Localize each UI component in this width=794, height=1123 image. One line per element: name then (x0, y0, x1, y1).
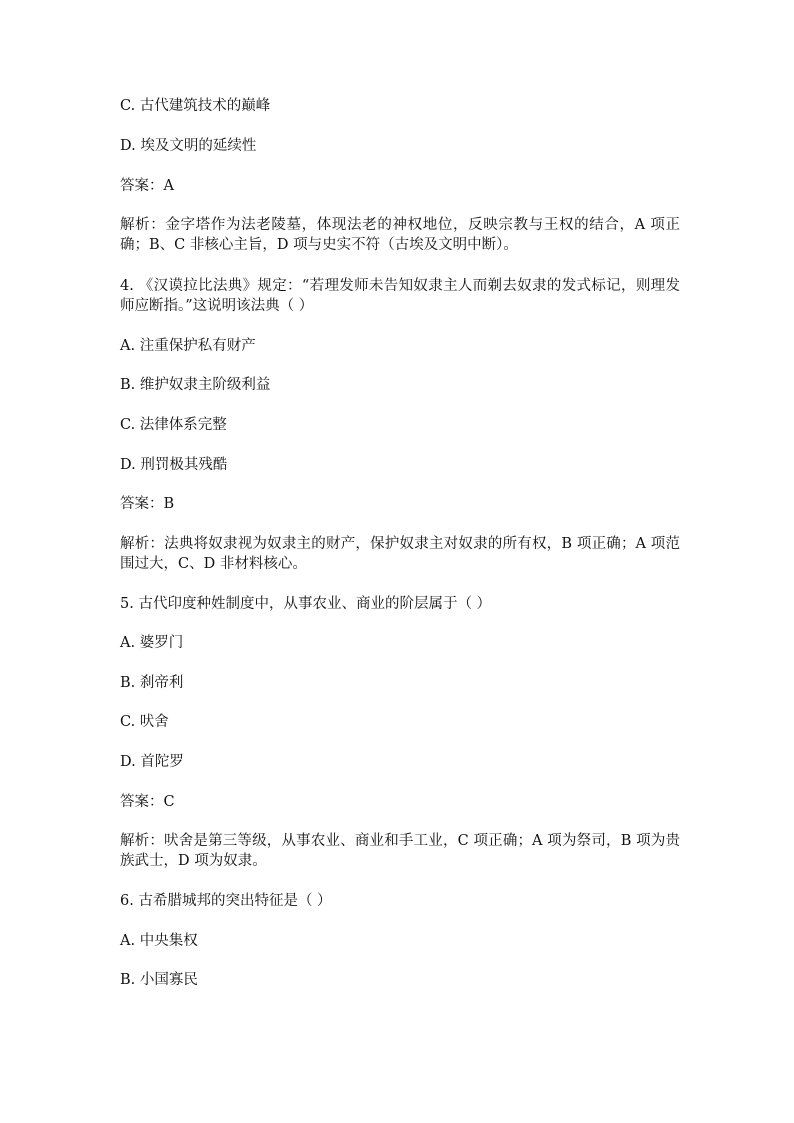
option-b: B. 维护奴隶主阶级利益 (120, 377, 271, 393)
analysis: 解析：金字塔作为法老陵墓，体现法老的神权地位，反映宗教与王权的结合，A 项正确；B、C 非核心主旨，D 项与史实不符（古埃及文明中断）。 (120, 217, 680, 253)
question: 5. 古代印度种姓制度中，从事农业、商业的阶层属于（ ） (120, 596, 492, 612)
option-a: A. 婆罗门 (120, 635, 184, 651)
answer: 答案：C (120, 794, 175, 810)
answer: 答案：B (120, 496, 175, 512)
option-c: C. 吠舍 (120, 714, 169, 730)
analysis: 解析：吠舍是第三等级，从事农业、商业和手工业，C 项正确；A 项为祭司，B 项为贵族武士，D 项为奴隶。 (120, 833, 680, 869)
option-d: D. 刑罚极其残酷 (120, 457, 228, 473)
analysis: 解析：法典将奴隶视为奴隶主的财产，保护奴隶主对奴隶的所有权，B 项正确；A 项范围过大，C、D 非材料核心。 (120, 536, 680, 572)
option-c: C. 古代建筑技术的巅峰 (120, 98, 271, 114)
option-a: A. 中央集权 (120, 933, 198, 949)
question: 6. 古希腊城邦的突出特征是（ ） (120, 893, 332, 909)
option-b: B. 刹帝利 (120, 675, 184, 691)
option-b: B. 小国寡民 (120, 972, 198, 988)
option-d: D. 首陀罗 (120, 754, 184, 770)
answer: 答案：A (120, 178, 174, 194)
option-a: A. 注重保护私有财产 (120, 338, 256, 354)
option-d: D. 埃及文明的延续性 (120, 138, 257, 154)
option-c: C. 法律体系完整 (120, 417, 227, 433)
question: 4. 《汉谟拉比法典》规定：“若理发师未告知奴隶主人而剃去奴隶的发式标记，则理发师应断指。”这说明该法典（ ） (120, 278, 680, 314)
